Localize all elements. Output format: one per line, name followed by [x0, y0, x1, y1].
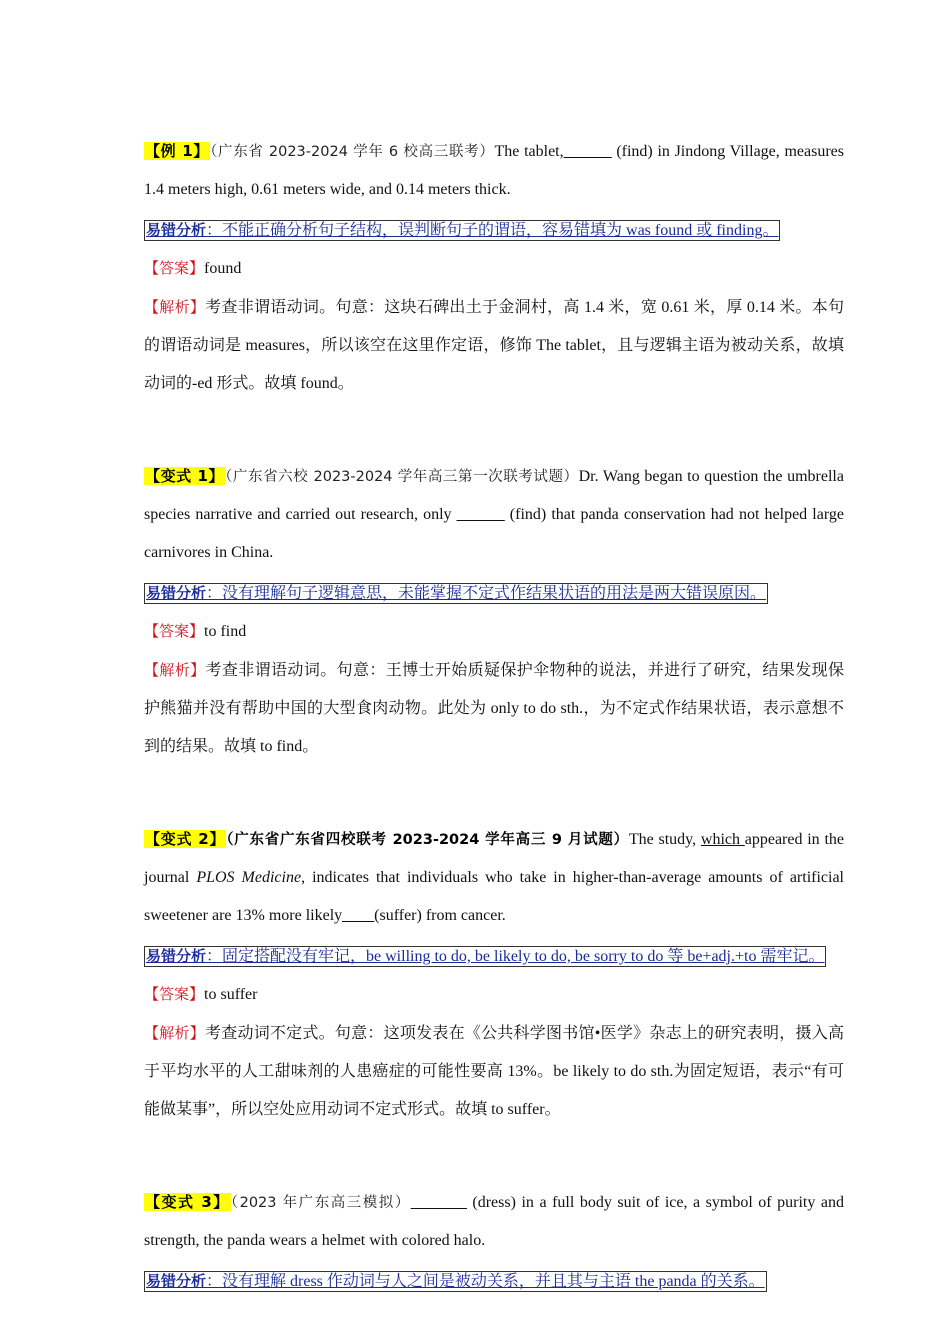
variant-1-explain — [144, 651, 844, 766]
variant-2-explain — [144, 1014, 844, 1129]
example-1-answer-tag: 【答案】 — [144, 259, 205, 277]
variant-1-answer — [144, 612, 844, 651]
example-1 — [144, 132, 844, 403]
example-1-explain-text: 考查非谓语动词。句意：这块石碑出土于金洞村，高 1.4 米，宽 0.61 米，厚 0.14 米。本句的谓语动词是 measures，所以该空在这里作定语，修饰 The tablet，且与逻辑主语为被动关系，故填动词的-ed 形式。故填 found。 — [144, 299, 844, 392]
variant-3-tag: 【变式 3】 — [145, 1193, 230, 1211]
variant-3-blank: _______ — [410, 1194, 467, 1211]
content — [144, 132, 844, 1322]
variant-2-blank: ____ — [342, 907, 375, 924]
example-1-source: （广东省 2023-2024 学年 6 校高三联考） — [210, 144, 495, 160]
variant-1-explain-text: 考查非谓语动词。句意：王博士开始质疑保护伞物种的说法，并进行了研究，结果发现保护熊猫并没有帮助中国的大型食肉动物。此处为 only to do sth.，为不定式作结果状语，表示意想不到的结果。故填 to find。 — [144, 662, 844, 755]
example-1-analysis-text: ：不能正确分析句子结构，误判断句子的谓语，容易错填为 was found 或 finding。 — [206, 222, 779, 239]
variant-2-q1: The study, — [628, 831, 701, 848]
variant-2-journal: PLOS Medicine — [196, 869, 302, 886]
variant-1-analysis-text: ：没有理解句子逻辑意思，未能掌握不定式作结果状语的用法是两大错误原因。 — [206, 585, 767, 602]
variant-3-question — [144, 1183, 844, 1260]
variant-3 — [144, 1183, 844, 1300]
example-1-answer-value: found — [204, 260, 242, 277]
variant-1-answer-value: to find — [204, 623, 247, 640]
example-1-explain — [144, 288, 844, 403]
variant-1-answer-tag: 【答案】 — [144, 622, 205, 640]
example-1-analysis — [144, 220, 780, 241]
variant-2-answer-tag: 【答案】 — [144, 985, 205, 1003]
variant-3-analysis-text: ：没有理解 dress 作动词与人之间是被动关系，并且其与主语 the panda 的关系。 — [206, 1273, 765, 1290]
variant-3-q1: (dress) in a full body suit of ice, a symbol of purity and strength, the panda wears a helmet with colored halo. — [144, 1194, 844, 1249]
spacer — [144, 1151, 844, 1183]
variant-1-analysis-row — [144, 576, 844, 612]
variant-3-analysis — [144, 1271, 767, 1292]
variant-1-analysis-label: 易错分析 — [146, 584, 207, 602]
example-1-answer — [144, 249, 844, 288]
variant-1-q2: (find) that panda conservation had not helped large carnivores in China. — [144, 506, 844, 561]
variant-2-analysis — [144, 946, 826, 967]
variant-3-analysis-label: 易错分析 — [146, 1272, 207, 1290]
example-1-tag: 【例 1】 — [145, 142, 210, 160]
variant-3-analysis-row — [144, 1264, 844, 1300]
variant-1-blank: ______ — [456, 506, 505, 523]
variant-1-analysis — [144, 583, 768, 604]
variant-2-q2: appeared in the journal — [144, 831, 844, 886]
variant-1-q1: Dr. Wang began to question the umbrella species narrative and carried out research, only — [144, 468, 844, 523]
example-1-blank: ______ — [563, 143, 612, 160]
variant-2-analysis-label: 易错分析 — [146, 947, 207, 965]
variant-1 — [144, 457, 844, 766]
spacer — [144, 788, 844, 820]
variant-2-q4: (suffer) from cancer. — [374, 907, 506, 924]
variant-2-explain-tag: 【解析】 — [144, 1024, 205, 1042]
variant-2-question — [144, 820, 844, 935]
example-1-question — [144, 132, 844, 209]
variant-2 — [144, 820, 844, 1129]
spacer — [144, 425, 844, 457]
variant-2-explain-text: 考查动词不定式。句意：这项发表在《公共科学图书馆•医学》杂志上的研究表明，摄入高于平均水平的人工甜味剂的人患癌症的可能性要高 13%。be likely to do sth.为固定短语，表示“有可能做某事”，所以空处应用动词不定式形式。故填 to suffer。 — [144, 1025, 844, 1118]
variant-2-answer-value: to suffer — [204, 986, 258, 1003]
variant-2-source: （广东省广东省四校联考 2023-2024 学年高三 9 月试题） — [226, 832, 629, 848]
example-1-q1: The tablet, — [494, 143, 564, 160]
variant-2-tag: 【变式 2】 — [145, 830, 226, 848]
example-1-analysis-label: 易错分析 — [146, 221, 207, 239]
example-1-explain-tag: 【解析】 — [144, 298, 206, 316]
variant-1-source: （广东省六校 2023-2024 学年高三第一次联考试题） — [225, 469, 579, 485]
variant-2-answer — [144, 975, 844, 1014]
variant-1-question — [144, 457, 844, 572]
variant-2-analysis-row — [144, 939, 844, 975]
variant-1-explain-tag: 【解析】 — [144, 661, 206, 679]
variant-3-source: （2023 年广东高三模拟） — [230, 1195, 411, 1211]
example-1-analysis-row — [144, 213, 844, 249]
variant-2-which: which — [700, 831, 745, 848]
example-1-q2: (find) in Jindong Village, measures 1.4 meters high, 0.61 meters wide, and 0.14 meters thick. — [144, 143, 844, 198]
variant-2-q3: , indicates that individuals who take in higher-than-average amounts of artificial sweetener are 13% more likely — [144, 869, 845, 924]
variant-2-analysis-text: ：固定搭配没有牢记，be willing to do, be likely to do, be sorry to do 等 be+adj.+to 需牢记。 — [206, 948, 825, 965]
variant-1-tag: 【变式 1】 — [145, 467, 225, 485]
